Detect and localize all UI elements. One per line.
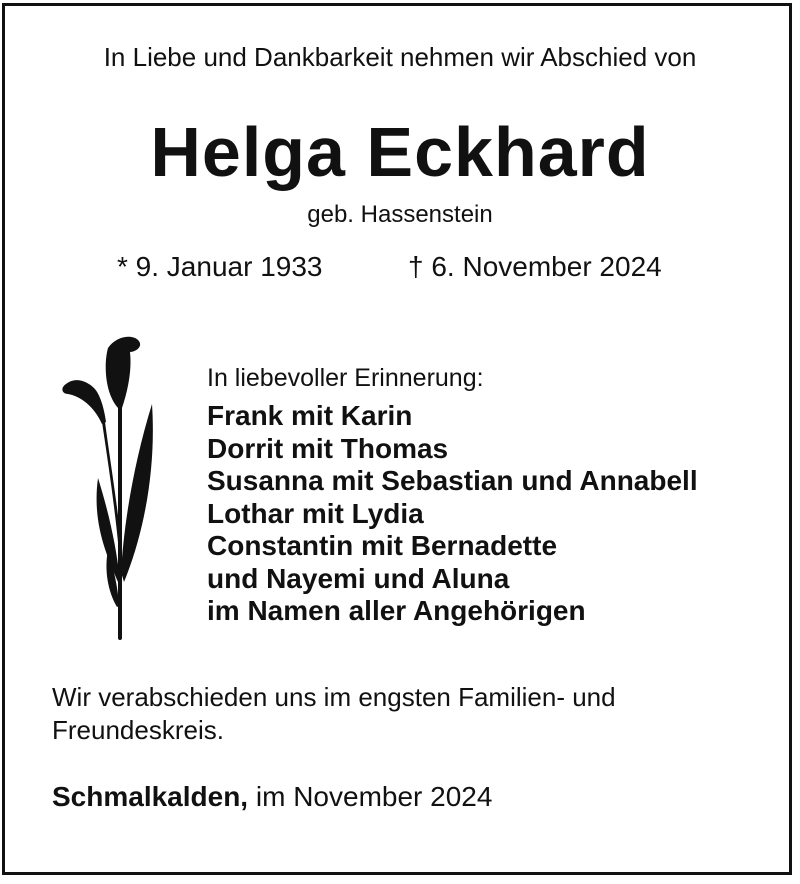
birth-name: geb. Hassenstein bbox=[307, 201, 493, 228]
calla-lily-icon bbox=[58, 332, 158, 647]
mourners-list bbox=[207, 400, 698, 628]
place-name: Schmalkalden, bbox=[52, 781, 249, 812]
mourner-line: und Nayemi und Aluna bbox=[207, 562, 510, 594]
deceased-name: Helga Eckhard bbox=[150, 113, 650, 191]
mourner-line: Dorrit mit Thomas bbox=[207, 432, 449, 464]
memory-label: In liebevoller Erinnerung: bbox=[207, 364, 484, 392]
birth-date: * 9. Januar 1933 bbox=[117, 251, 323, 282]
mourner-line: Susanna mit Sebastian und Annabell bbox=[207, 465, 698, 496]
death-date: † 6. November 2024 bbox=[408, 251, 662, 282]
mourner-line: im Namen aller Angehörigen bbox=[207, 595, 586, 626]
mourner-line: Frank mit Karin bbox=[207, 400, 413, 431]
closing-text: Wir verabschieden uns im engsten Familien- und Freundeskreis. bbox=[52, 682, 616, 745]
mourner-line: Constantin mit Bernadette bbox=[207, 530, 558, 561]
mourner-line: Lothar mit Lydia bbox=[207, 497, 424, 529]
place-date-line bbox=[52, 781, 492, 813]
intro-text: In Liebe und Dankbarkeit nehmen wir Abschied von bbox=[103, 42, 697, 72]
notice-date: im November 2024 bbox=[248, 781, 493, 812]
